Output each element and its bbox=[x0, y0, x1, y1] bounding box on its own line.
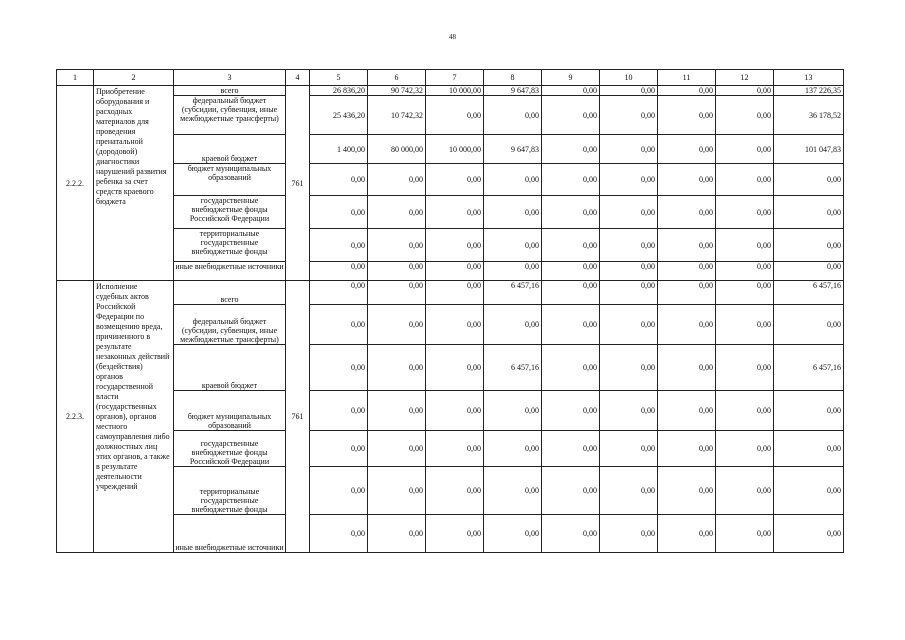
value-cell-col8: 9 647,83 bbox=[484, 135, 542, 164]
value-cell-col10: 0,00 bbox=[600, 345, 658, 391]
budget-table bbox=[56, 69, 844, 553]
funding-source: бюджет муниципальных образований bbox=[174, 164, 286, 196]
value-cell-col7: 0,00 bbox=[426, 431, 484, 467]
funding-source: государственные внебюджетные фонды Российской Федерации bbox=[174, 431, 286, 467]
value-cell-col5: 0,00 bbox=[310, 431, 368, 467]
value-cell-col11: 0,00 bbox=[658, 262, 716, 281]
value-cell-col7: 10 000,00 bbox=[426, 86, 484, 96]
table-row bbox=[57, 345, 844, 391]
value-cell-col8: 0,00 bbox=[484, 262, 542, 281]
funding-source: государственные внебюджетные фонды Российской Федерации bbox=[174, 196, 286, 229]
value-cell-col7: 0,00 bbox=[426, 391, 484, 431]
table-row bbox=[57, 135, 844, 164]
value-cell-col11: 0,00 bbox=[658, 467, 716, 515]
value-cell-col12: 0,00 bbox=[716, 305, 774, 345]
row-name: Приобретение оборудования и расходных материалов для проведения пренатальной (дородовой) диагностики нарушений развития ребенка за счет средств краевого бюджета bbox=[94, 86, 174, 281]
funding-source: федеральный бюджет (субсидии, субвенция, иные межбюджетные трансферты) bbox=[174, 96, 286, 135]
value-cell-col13: 0,00 bbox=[774, 391, 844, 431]
value-cell-col12: 0,00 bbox=[716, 196, 774, 229]
value-cell-col6: 0,00 bbox=[368, 229, 426, 262]
header-cell-12: 12 bbox=[716, 70, 774, 86]
value-cell-col13: 0,00 bbox=[774, 305, 844, 345]
header-cell-2: 2 bbox=[94, 70, 174, 86]
value-cell-col10: 0,00 bbox=[600, 262, 658, 281]
value-cell-col13: 0,00 bbox=[774, 229, 844, 262]
value-cell-col9: 0,00 bbox=[542, 229, 600, 262]
value-cell-col13: 0,00 bbox=[774, 262, 844, 281]
value-cell-col5: 0,00 bbox=[310, 305, 368, 345]
value-cell-col12: 0,00 bbox=[716, 467, 774, 515]
header-cell-13: 13 bbox=[774, 70, 844, 86]
value-cell-col8: 0,00 bbox=[484, 431, 542, 467]
table-row bbox=[57, 391, 844, 431]
value-cell-col6: 0,00 bbox=[368, 431, 426, 467]
value-cell-col10: 0,00 bbox=[600, 305, 658, 345]
table-row bbox=[57, 305, 844, 345]
table-row bbox=[57, 467, 844, 515]
value-cell-col8: 9 647,83 bbox=[484, 86, 542, 96]
value-cell-col13: 0,00 bbox=[774, 515, 844, 553]
row-code: 2.2.3. bbox=[57, 281, 94, 553]
funding-source: территориальные государственные внебюджетные фонды bbox=[174, 229, 286, 262]
funding-source: всего bbox=[174, 86, 286, 96]
value-cell-col7: 0,00 bbox=[426, 515, 484, 553]
value-cell-col6: 0,00 bbox=[368, 515, 426, 553]
value-cell-col5: 0,00 bbox=[310, 345, 368, 391]
value-cell-col11: 0,00 bbox=[658, 281, 716, 305]
value-cell-col9: 0,00 bbox=[542, 431, 600, 467]
value-cell-col10: 0,00 bbox=[600, 391, 658, 431]
value-cell-col7: 10 000,00 bbox=[426, 135, 484, 164]
funding-source: бюджет муниципальных образований bbox=[174, 391, 286, 431]
value-cell-col8: 0,00 bbox=[484, 164, 542, 196]
value-cell-col12: 0,00 bbox=[716, 391, 774, 431]
table-row bbox=[57, 431, 844, 467]
row-name: Исполнение судебных актов Российской Федерации по возмещению вреда, причиненного в результате незаконных действий (бездействия) органов государственной власти (государственных органов), органов местного самоуправления либо должностных лиц этих органов, а также в результате деятельности учреждений bbox=[94, 281, 174, 553]
value-cell-col12: 0,00 bbox=[716, 164, 774, 196]
value-cell-col13: 0,00 bbox=[774, 196, 844, 229]
value-cell-col6: 0,00 bbox=[368, 281, 426, 305]
funding-source: краевой бюджет bbox=[174, 135, 286, 164]
row-col4: 761 bbox=[286, 281, 310, 553]
value-cell-col7: 0,00 bbox=[426, 262, 484, 281]
value-cell-col13: 0,00 bbox=[774, 467, 844, 515]
header-cell-10: 10 bbox=[600, 70, 658, 86]
table-row bbox=[57, 229, 844, 262]
row-code: 2.2.2. bbox=[57, 86, 94, 281]
value-cell-col6: 0,00 bbox=[368, 391, 426, 431]
table-row bbox=[57, 86, 844, 96]
table-row bbox=[57, 281, 844, 305]
value-cell-col5: 0,00 bbox=[310, 281, 368, 305]
table-row bbox=[57, 262, 844, 281]
header-cell-11: 11 bbox=[658, 70, 716, 86]
value-cell-col10: 0,00 bbox=[600, 229, 658, 262]
value-cell-col9: 0,00 bbox=[542, 467, 600, 515]
value-cell-col9: 0,00 bbox=[542, 281, 600, 305]
value-cell-col9: 0,00 bbox=[542, 305, 600, 345]
value-cell-col8: 6 457,16 bbox=[484, 281, 542, 305]
table-row bbox=[57, 515, 844, 553]
value-cell-col5: 0,00 bbox=[310, 262, 368, 281]
funding-source: территориальные государственные внебюджетные фонды bbox=[174, 467, 286, 515]
value-cell-col12: 0,00 bbox=[716, 229, 774, 262]
value-cell-col9: 0,00 bbox=[542, 135, 600, 164]
value-cell-col11: 0,00 bbox=[658, 431, 716, 467]
value-cell-col10: 0,00 bbox=[600, 196, 658, 229]
value-cell-col11: 0,00 bbox=[658, 196, 716, 229]
value-cell-col8: 0,00 bbox=[484, 515, 542, 553]
header-cell-7: 7 bbox=[426, 70, 484, 86]
value-cell-col7: 0,00 bbox=[426, 196, 484, 229]
value-cell-col9: 0,00 bbox=[542, 515, 600, 553]
value-cell-col12: 0,00 bbox=[716, 86, 774, 96]
value-cell-col6: 0,00 bbox=[368, 164, 426, 196]
value-cell-col6: 0,00 bbox=[368, 196, 426, 229]
value-cell-col7: 0,00 bbox=[426, 96, 484, 135]
header-cell-4: 4 bbox=[286, 70, 310, 86]
value-cell-col8: 0,00 bbox=[484, 196, 542, 229]
funding-source: федеральный бюджет (субсидии, субвенция, иные межбюджетные трансферты) bbox=[174, 305, 286, 345]
value-cell-col7: 0,00 bbox=[426, 467, 484, 515]
value-cell-col10: 0,00 bbox=[600, 96, 658, 135]
value-cell-col8: 0,00 bbox=[484, 305, 542, 345]
value-cell-col10: 0,00 bbox=[600, 431, 658, 467]
value-cell-col5: 0,00 bbox=[310, 229, 368, 262]
value-cell-col10: 0,00 bbox=[600, 281, 658, 305]
value-cell-col7: 0,00 bbox=[426, 345, 484, 391]
value-cell-col11: 0,00 bbox=[658, 305, 716, 345]
value-cell-col9: 0,00 bbox=[542, 86, 600, 96]
table-row bbox=[57, 196, 844, 229]
value-cell-col10: 0,00 bbox=[600, 515, 658, 553]
value-cell-col7: 0,00 bbox=[426, 164, 484, 196]
value-cell-col12: 0,00 bbox=[716, 281, 774, 305]
value-cell-col13: 101 047,83 bbox=[774, 135, 844, 164]
value-cell-col8: 0,00 bbox=[484, 391, 542, 431]
value-cell-col8: 0,00 bbox=[484, 467, 542, 515]
table-row bbox=[57, 164, 844, 196]
value-cell-col6: 10 742,32 bbox=[368, 96, 426, 135]
header-cell-1: 1 bbox=[57, 70, 94, 86]
value-cell-col6: 0,00 bbox=[368, 305, 426, 345]
value-cell-col10: 0,00 bbox=[600, 467, 658, 515]
value-cell-col8: 0,00 bbox=[484, 96, 542, 135]
value-cell-col5: 1 400,00 bbox=[310, 135, 368, 164]
value-cell-col11: 0,00 bbox=[658, 164, 716, 196]
value-cell-col5: 0,00 bbox=[310, 164, 368, 196]
header-cell-3: 3 bbox=[174, 70, 286, 86]
value-cell-col5: 0,00 bbox=[310, 391, 368, 431]
value-cell-col6: 0,00 bbox=[368, 262, 426, 281]
value-cell-col12: 0,00 bbox=[716, 345, 774, 391]
value-cell-col6: 0,00 bbox=[368, 467, 426, 515]
value-cell-col9: 0,00 bbox=[542, 164, 600, 196]
value-cell-col9: 0,00 bbox=[542, 96, 600, 135]
value-cell-col13: 0,00 bbox=[774, 164, 844, 196]
value-cell-col9: 0,00 bbox=[542, 262, 600, 281]
page-number: 48 bbox=[449, 33, 456, 41]
header-cell-8: 8 bbox=[484, 70, 542, 86]
value-cell-col10: 0,00 bbox=[600, 135, 658, 164]
value-cell-col11: 0,00 bbox=[658, 345, 716, 391]
value-cell-col13: 6 457,16 bbox=[774, 345, 844, 391]
value-cell-col13: 6 457,16 bbox=[774, 281, 844, 305]
header-row bbox=[57, 70, 844, 86]
value-cell-col11: 0,00 bbox=[658, 229, 716, 262]
value-cell-col6: 90 742,32 bbox=[368, 86, 426, 96]
value-cell-col6: 0,00 bbox=[368, 345, 426, 391]
value-cell-col12: 0,00 bbox=[716, 96, 774, 135]
header-cell-6: 6 bbox=[368, 70, 426, 86]
value-cell-col11: 0,00 bbox=[658, 515, 716, 553]
funding-source: иные внебюджетные источники bbox=[174, 515, 286, 553]
value-cell-col10: 0,00 bbox=[600, 86, 658, 96]
value-cell-col13: 137 226,35 bbox=[774, 86, 844, 96]
value-cell-col12: 0,00 bbox=[716, 135, 774, 164]
value-cell-col5: 0,00 bbox=[310, 196, 368, 229]
value-cell-col5: 0,00 bbox=[310, 515, 368, 553]
value-cell-col11: 0,00 bbox=[658, 135, 716, 164]
value-cell-col10: 0,00 bbox=[600, 164, 658, 196]
value-cell-col13: 0,00 bbox=[774, 431, 844, 467]
table-row bbox=[57, 96, 844, 135]
value-cell-col11: 0,00 bbox=[658, 391, 716, 431]
value-cell-col11: 0,00 bbox=[658, 96, 716, 135]
funding-source: всего bbox=[174, 281, 286, 305]
value-cell-col13: 36 178,52 bbox=[774, 96, 844, 135]
value-cell-col11: 0,00 bbox=[658, 86, 716, 96]
value-cell-col5: 0,00 bbox=[310, 467, 368, 515]
value-cell-col7: 0,00 bbox=[426, 305, 484, 345]
row-col4: 761 bbox=[286, 86, 310, 281]
value-cell-col9: 0,00 bbox=[542, 196, 600, 229]
value-cell-col9: 0,00 bbox=[542, 345, 600, 391]
value-cell-col5: 26 836,20 bbox=[310, 86, 368, 96]
value-cell-col5: 25 436,20 bbox=[310, 96, 368, 135]
value-cell-col7: 0,00 bbox=[426, 281, 484, 305]
value-cell-col9: 0,00 bbox=[542, 391, 600, 431]
value-cell-col12: 0,00 bbox=[716, 431, 774, 467]
funding-source: иные внебюджетные источники bbox=[174, 262, 286, 281]
header-cell-5: 5 bbox=[310, 70, 368, 86]
value-cell-col8: 6 457,16 bbox=[484, 345, 542, 391]
funding-source: краевой бюджет bbox=[174, 345, 286, 391]
value-cell-col8: 0,00 bbox=[484, 229, 542, 262]
value-cell-col12: 0,00 bbox=[716, 515, 774, 553]
value-cell-col6: 80 000,00 bbox=[368, 135, 426, 164]
header-cell-9: 9 bbox=[542, 70, 600, 86]
value-cell-col7: 0,00 bbox=[426, 229, 484, 262]
value-cell-col12: 0,00 bbox=[716, 262, 774, 281]
